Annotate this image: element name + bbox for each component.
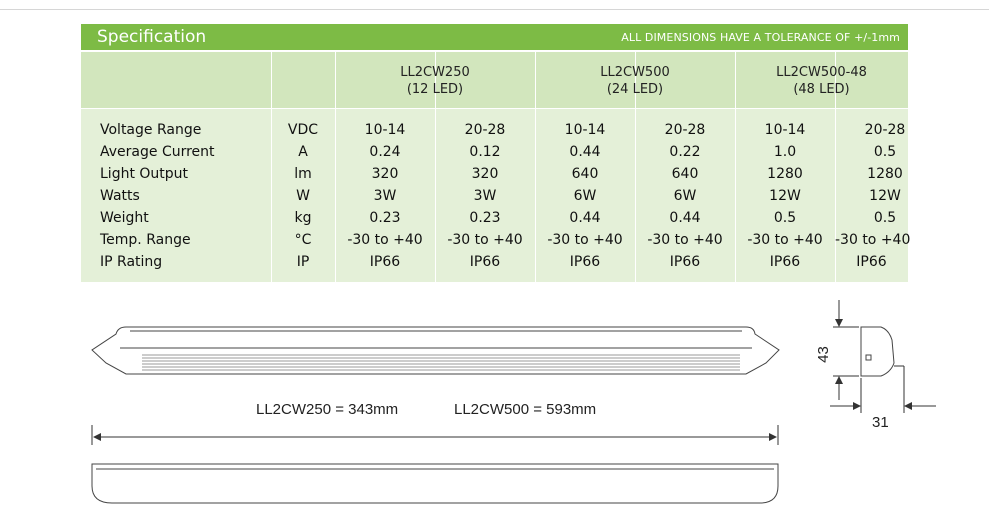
length-label-ll2cw500: LL2CW500 = 593mm xyxy=(454,401,597,418)
row-label: Voltage Range xyxy=(100,122,202,138)
value-cell: 0.24 xyxy=(369,144,401,160)
length-label-ll2cw250: LL2CW250 = 343mm xyxy=(256,401,399,418)
value-cell: -30 to +40 xyxy=(747,232,823,248)
value-cell: 640 xyxy=(671,166,699,182)
depth-label: 31 xyxy=(872,414,889,431)
value-cell: IP66 xyxy=(856,254,887,270)
group-model: LL2CW500-48 xyxy=(776,65,867,80)
value-cell: 12W xyxy=(769,188,801,204)
height-label: 43 xyxy=(814,346,832,363)
unit-cell: W xyxy=(296,188,310,204)
value-cell: 0.5 xyxy=(873,210,897,226)
height-dimension xyxy=(833,300,859,400)
section-title: Specification xyxy=(97,27,207,47)
value-cell: 6W xyxy=(673,188,697,204)
top-view-outline xyxy=(92,464,778,503)
unit-cell: °C xyxy=(294,232,312,248)
value-cell: 0.44 xyxy=(669,210,701,226)
group-leds: (24 LED) xyxy=(606,82,664,97)
value-cell: 12W xyxy=(869,188,901,204)
group-leds: (48 LED) xyxy=(793,82,850,97)
value-cell: 10-14 xyxy=(564,122,606,138)
value-cell: 1.0 xyxy=(773,144,797,160)
value-cell: 0.5 xyxy=(773,210,797,226)
group-leds: (12 LED) xyxy=(406,82,464,97)
value-cell: 320 xyxy=(471,166,499,182)
unit-cell: lm xyxy=(294,166,312,182)
diffuser-lens xyxy=(142,355,740,370)
length-dimension xyxy=(92,425,778,445)
value-cell: IP66 xyxy=(769,254,801,270)
group-model: LL2CW250 xyxy=(400,65,470,80)
tolerance-note: ALL DIMENSIONS HAVE A TOLERANCE OF +/-1mm xyxy=(621,31,900,44)
unit-cell: IP xyxy=(296,254,310,270)
value-cell: 1280 xyxy=(767,166,803,182)
value-cell: -30 to +40 xyxy=(647,232,723,248)
value-cell: 6W xyxy=(573,188,597,204)
value-cell: 320 xyxy=(371,166,399,182)
value-cell: IP66 xyxy=(669,254,701,270)
value-cell: 10-14 xyxy=(364,122,406,138)
value-cell: 1280 xyxy=(867,166,903,182)
value-cell: IP66 xyxy=(469,254,501,270)
unit-cell: kg xyxy=(294,210,312,226)
value-cell: -30 to +40 xyxy=(347,232,423,248)
row-label: Weight xyxy=(100,210,149,226)
value-cell: -30 to +40 xyxy=(547,232,623,248)
value-cell: IP66 xyxy=(369,254,401,270)
side-profile xyxy=(861,327,894,376)
value-cell: 0.23 xyxy=(369,210,401,226)
value-cell: 0.23 xyxy=(469,210,501,226)
row-label: Temp. Range xyxy=(100,232,191,248)
value-cell: 640 xyxy=(571,166,599,182)
value-cell: 3W xyxy=(473,188,497,204)
row-label: IP Rating xyxy=(100,254,163,270)
unit-cell: VDC xyxy=(287,122,319,138)
value-cell: 0.44 xyxy=(569,144,601,160)
value-cell: -30 to +40 xyxy=(835,232,911,248)
value-cell: -30 to +40 xyxy=(447,232,523,248)
value-cell: 20-28 xyxy=(464,122,506,138)
value-cell: 10-14 xyxy=(764,122,806,138)
value-cell: IP66 xyxy=(569,254,601,270)
value-cell: 20-28 xyxy=(664,122,706,138)
row-label: Light Output xyxy=(100,166,189,182)
depth-dimension xyxy=(830,366,936,413)
row-label: Watts xyxy=(100,188,140,204)
value-cell: 0.22 xyxy=(669,144,701,160)
value-cell: 0.12 xyxy=(469,144,501,160)
unit-cell: A xyxy=(298,144,308,160)
value-cell: 20-28 xyxy=(864,122,906,138)
value-cell: 3W xyxy=(373,188,397,204)
value-cell: 0.44 xyxy=(569,210,601,226)
row-label: Average Current xyxy=(100,144,215,160)
value-cell: 0.5 xyxy=(873,144,897,160)
group-model: LL2CW500 xyxy=(600,65,670,80)
